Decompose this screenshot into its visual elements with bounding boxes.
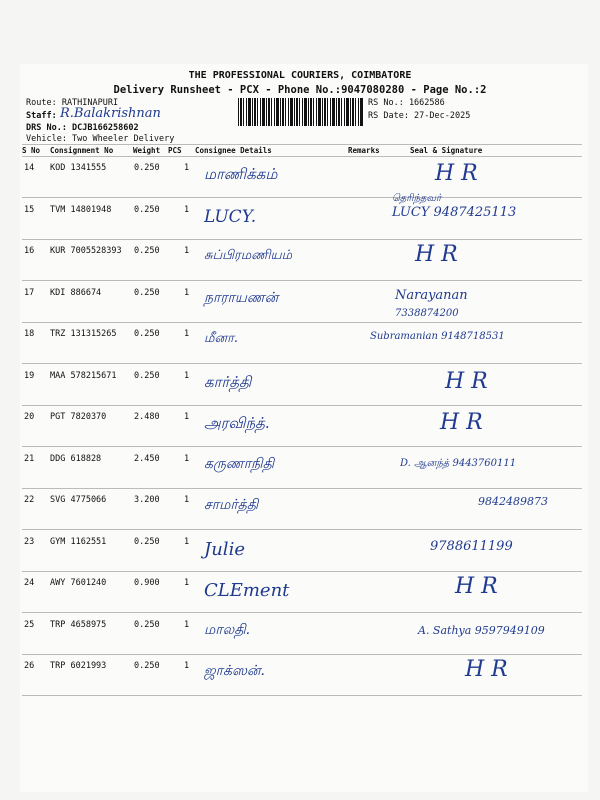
row-consignment-no: TRP 4658975 (50, 619, 107, 630)
row-signature-note: 7338874200 (395, 307, 459, 319)
row-consignment-no: TRP 6021993 (50, 661, 107, 671)
row-signature-note: தெரிந்தவர் (392, 192, 442, 204)
row-pcs: 1 (184, 412, 190, 422)
row-signature: H R (435, 161, 478, 186)
row-consignee-handwritten: Julie (204, 538, 245, 560)
row-consignment-no: TVM 14801948 (50, 204, 112, 215)
row-sno: 22 (24, 495, 35, 505)
row-pcs: 1 (184, 329, 190, 339)
table-row (22, 365, 582, 406)
row-weight: 2.450 (134, 453, 160, 464)
table-row (22, 323, 582, 364)
company-title: THE PROFESSIONAL COURIERS, COIMBATORE (188, 70, 412, 81)
row-sno: 19 (24, 370, 35, 381)
row-weight: 0.250 (134, 370, 160, 381)
row-signature: H R (440, 410, 483, 435)
table-row (22, 655, 582, 696)
row-consignment-no: DDG 618828 (50, 453, 102, 464)
table-row (22, 614, 582, 655)
row-consignment-no: KDI 886674 (50, 287, 102, 298)
row-weight: 2.480 (134, 412, 160, 422)
row-consignee-handwritten: LUCY. (204, 206, 257, 227)
row-sno: 20 (24, 412, 35, 422)
row-signature: H R (465, 657, 508, 682)
row-sno: 26 (24, 661, 35, 671)
row-consignee-handwritten: கருணாநிதி (204, 455, 275, 472)
row-sno: 18 (24, 329, 35, 339)
table-row (22, 240, 582, 281)
row-weight: 0.250 (134, 204, 160, 215)
col-consignee: Consignee Details (195, 146, 272, 155)
rs-date: RS Date: 27-Dec-2025 (368, 111, 471, 121)
row-pcs: 1 (184, 204, 190, 215)
row-consignment-no: AWY 7601240 (50, 578, 107, 588)
row-consignee-handwritten: மீனா. (204, 331, 239, 346)
row-consignment-no: TRZ 131315265 (50, 329, 117, 339)
row-pcs: 1 (184, 619, 190, 630)
row-pcs: 1 (184, 287, 190, 298)
row-consignee-handwritten: CLEment (204, 580, 290, 601)
table-row (22, 531, 582, 572)
row-pcs: 1 (184, 661, 190, 671)
row-weight: 0.250 (134, 619, 160, 630)
vehicle-label: Vehicle: Two Wheeler Delivery (26, 134, 175, 144)
runsheet-subtitle: Delivery Runsheet - PCX - Phone No.:9047080280 - Page No.:2 (113, 84, 487, 96)
row-consignment-no: MAA 578215671 (50, 370, 117, 381)
row-pcs: 1 (184, 370, 190, 381)
row-signature: H R (455, 574, 498, 599)
row-weight: 0.250 (134, 246, 160, 256)
row-consignee-handwritten: கார்த்தி (204, 372, 252, 391)
staff-name-handwritten: R.Balakrishnan (60, 106, 161, 121)
row-signature: Narayanan (395, 287, 468, 303)
row-consignee-handwritten: மாணிக்கம் (204, 165, 278, 183)
row-signature: LUCY 9487425113 (392, 204, 517, 220)
drs-number: DRS No.: DCJB166258602 (26, 123, 139, 133)
row-pcs: 1 (184, 578, 190, 588)
row-weight: 0.250 (134, 661, 160, 671)
row-sno: 23 (24, 536, 35, 547)
table-row (22, 157, 582, 198)
row-signature: 9788611199 (430, 538, 513, 554)
col-remarks: Remarks (348, 146, 380, 155)
row-consignee-handwritten: மாலதி. (204, 621, 251, 638)
row-consignee-handwritten: ஜாக்ஸன். (204, 663, 266, 679)
row-sno: 16 (24, 246, 35, 256)
row-consignee-handwritten: சாமர்த்தி (204, 497, 259, 513)
col-seal-signature: Seal & Signature (410, 146, 483, 155)
row-sno: 14 (24, 163, 35, 173)
col-pcs: PCS (168, 146, 182, 155)
header-rule-top (22, 144, 582, 145)
col-consignment: Consignment No (50, 146, 114, 155)
row-signature: D. ஆனந்த் 9443760111 (400, 457, 517, 469)
row-consignment-no: KOD 1341555 (50, 163, 107, 173)
row-pcs: 1 (184, 453, 190, 464)
staff-label: Staff: (26, 111, 57, 121)
row-consignment-no: KUR 7005528393 (50, 246, 122, 256)
col-sno: S No (22, 146, 41, 155)
row-signature: A. Sathya 9597949109 (418, 623, 545, 637)
row-pcs: 1 (184, 163, 190, 173)
row-weight: 0.250 (134, 329, 160, 339)
row-weight: 0.250 (134, 536, 160, 547)
row-signature: Subramanian 9148718531 (370, 331, 505, 342)
row-signature: H R (445, 368, 488, 394)
rs-number: RS No.: 1662586 (368, 98, 445, 108)
table-row (22, 192, 582, 240)
row-divider (22, 695, 582, 696)
table-row (22, 448, 582, 489)
row-consignee-handwritten: அரவிந்த். (204, 414, 270, 432)
row-pcs: 1 (184, 536, 190, 547)
row-consignee-handwritten: நாராயணன் (204, 289, 279, 306)
row-consignment-no: SVG 4775066 (50, 495, 107, 505)
row-weight: 0.250 (134, 163, 160, 173)
row-consignment-no: GYM 1162551 (50, 536, 107, 547)
table-row (22, 406, 582, 447)
table-row (22, 489, 582, 530)
row-sno: 15 (24, 204, 35, 215)
row-sno: 21 (24, 453, 35, 464)
row-sno: 25 (24, 619, 35, 630)
row-weight: 3.200 (134, 495, 160, 505)
row-weight: 0.900 (134, 578, 160, 588)
row-consignee-handwritten: சுப்பிரமணியம் (204, 248, 293, 263)
row-pcs: 1 (184, 495, 190, 505)
row-signature: 9842489873 (478, 495, 548, 508)
row-sno: 24 (24, 578, 35, 588)
row-sno: 17 (24, 287, 35, 298)
row-pcs: 1 (184, 246, 190, 256)
col-weight: Weight (133, 146, 161, 155)
route-label: Route: RATHINAPURI (26, 98, 119, 108)
table-row (22, 572, 582, 613)
row-consignment-no: PGT 7820370 (50, 412, 107, 422)
row-signature: H R (415, 242, 458, 267)
table-row (22, 282, 582, 323)
row-weight: 0.250 (134, 287, 160, 298)
barcode (238, 98, 364, 126)
